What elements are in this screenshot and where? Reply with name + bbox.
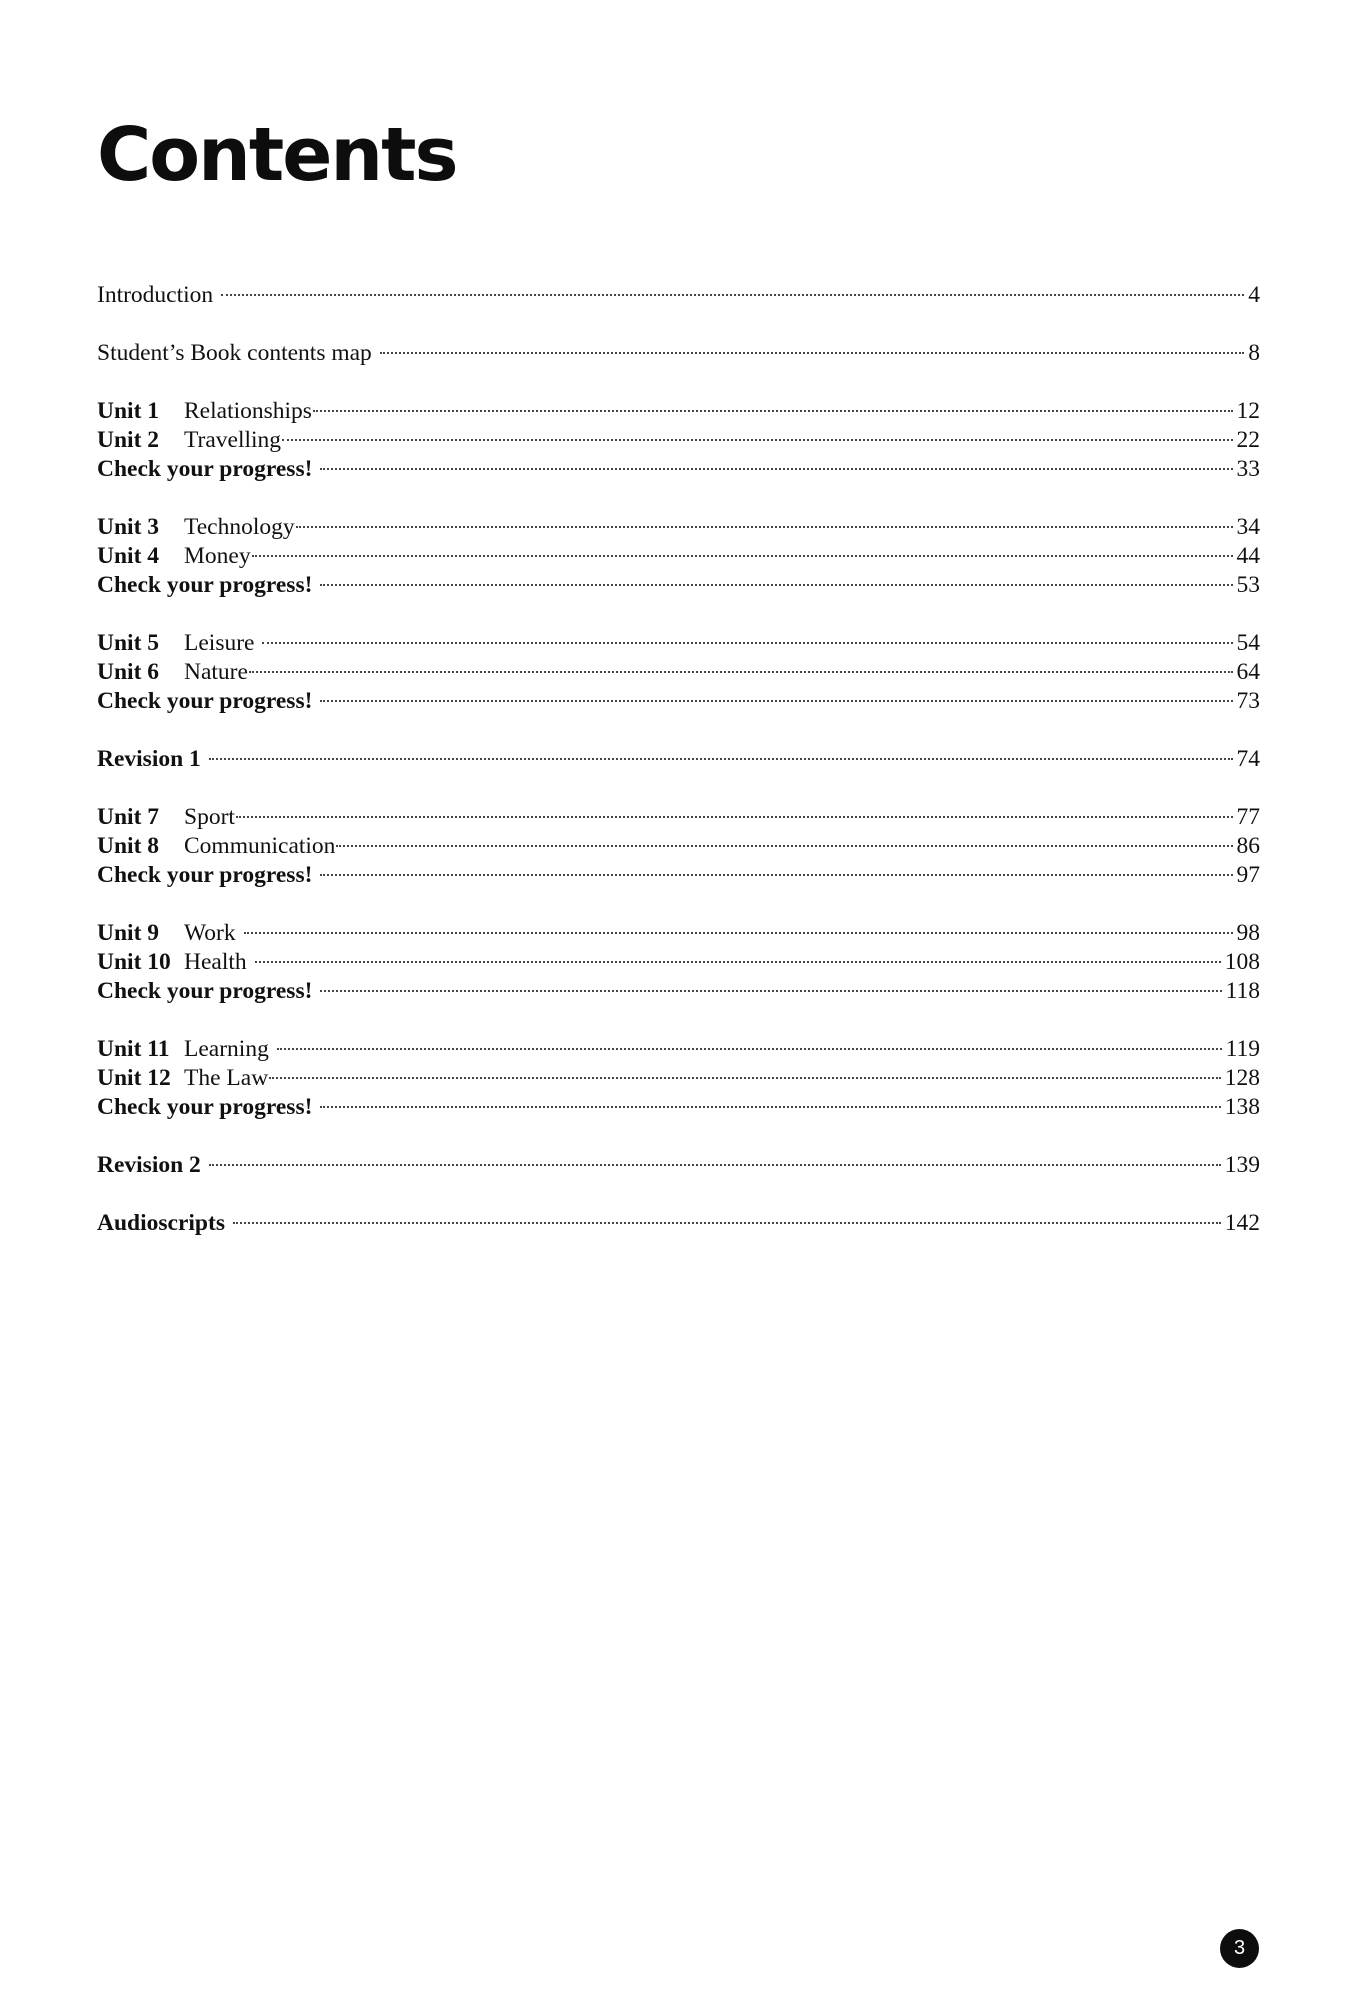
toc-page-number: 64 — [1236, 659, 1260, 685]
toc-entry-title: Communication — [184, 833, 336, 859]
unit-label: Unit 11 — [97, 1036, 170, 1062]
dot-leader — [233, 1222, 1221, 1224]
toc-entry-audioscripts[interactable] — [97, 1209, 1260, 1238]
toc-page-number: 53 — [1236, 572, 1260, 598]
dot-leader — [320, 468, 1232, 470]
toc-entry-title: Revision 2 — [97, 1152, 201, 1178]
toc-entry-unit-4[interactable] — [97, 542, 1260, 571]
toc-page-number: 74 — [1236, 746, 1260, 772]
dot-leader — [252, 555, 1233, 557]
toc-entry-check-progress-4[interactable] — [97, 861, 1260, 890]
unit-label: Unit 6 — [97, 659, 160, 685]
toc-page-number: 118 — [1225, 978, 1260, 1004]
toc-entry-check-progress-2[interactable] — [97, 571, 1260, 600]
toc-entry-revision-1[interactable] — [97, 745, 1260, 774]
toc-entry-title: Work — [184, 920, 236, 946]
toc-page-number: 97 — [1236, 862, 1260, 888]
toc-entry-title: Revision 1 — [97, 746, 201, 772]
toc-entry-title: Health — [184, 949, 247, 975]
toc-entry-title: The Law — [184, 1065, 269, 1091]
toc-page-number: 4 — [1248, 282, 1260, 308]
dot-leader — [255, 961, 1221, 963]
toc-page-number: 12 — [1236, 398, 1260, 424]
toc-entry-contents-map[interactable] — [97, 339, 1260, 368]
unit-label: Unit 5 — [97, 630, 160, 656]
toc-entry-unit-12[interactable] — [97, 1064, 1260, 1093]
toc-entry-title: Audioscripts — [97, 1210, 225, 1236]
toc-entry-check-progress-3[interactable] — [97, 687, 1260, 716]
toc-page-number: 139 — [1224, 1152, 1260, 1178]
dot-leader — [221, 294, 1244, 296]
toc-page-number: 98 — [1236, 920, 1260, 946]
toc-entry-unit-10[interactable] — [97, 948, 1260, 977]
toc-page-number: 34 — [1236, 514, 1260, 540]
dot-leader — [296, 526, 1233, 528]
dot-leader — [262, 642, 1232, 644]
dot-leader — [320, 584, 1232, 586]
toc-entry-title: Check your progress! — [97, 1094, 313, 1120]
toc-entry-title: Relationships — [184, 398, 312, 424]
dot-leader — [277, 1048, 1222, 1050]
unit-label: Unit 8 — [97, 833, 160, 859]
toc-page-number: 8 — [1248, 340, 1260, 366]
toc-page-number: 108 — [1224, 949, 1260, 975]
toc-page-number: 86 — [1236, 833, 1260, 859]
toc-entry-title: Travelling — [184, 427, 282, 453]
toc-entry-title: Learning — [184, 1036, 269, 1062]
toc-entry-title: Introduction — [97, 282, 214, 308]
dot-leader — [320, 1106, 1220, 1108]
toc-entry-revision-2[interactable] — [97, 1151, 1260, 1180]
toc-entry-unit-2[interactable] — [97, 426, 1260, 455]
toc-entry-title: Check your progress! — [97, 862, 313, 888]
toc-page-number: 142 — [1224, 1210, 1260, 1236]
toc-entry-check-progress-6[interactable] — [97, 1093, 1260, 1122]
toc-page-number: 77 — [1236, 804, 1260, 830]
table-of-contents — [97, 281, 1260, 1238]
page-title: Contents — [97, 112, 457, 198]
unit-label: Unit 3 — [97, 514, 160, 540]
toc-entry-unit-3[interactable] — [97, 513, 1260, 542]
toc-page-number: 22 — [1236, 427, 1260, 453]
dot-leader — [209, 758, 1233, 760]
toc-entry-title: Money — [184, 543, 251, 569]
toc-page-number: 128 — [1224, 1065, 1260, 1091]
unit-label: Unit 9 — [97, 920, 160, 946]
toc-page-number: 33 — [1236, 456, 1260, 482]
toc-entry-introduction[interactable] — [97, 281, 1260, 310]
dot-leader — [249, 671, 1233, 673]
toc-entry-title: Student’s Book contents map — [97, 340, 372, 366]
toc-entry-check-progress-5[interactable] — [97, 977, 1260, 1006]
toc-entry-unit-5[interactable] — [97, 629, 1260, 658]
dot-leader — [380, 352, 1244, 354]
toc-entry-unit-1[interactable] — [97, 397, 1260, 426]
toc-page-number: 119 — [1225, 1036, 1260, 1062]
toc-entry-unit-6[interactable] — [97, 658, 1260, 687]
toc-page-number: 54 — [1236, 630, 1260, 656]
toc-entry-unit-9[interactable] — [97, 919, 1260, 948]
toc-entry-title: Leisure — [184, 630, 255, 656]
toc-page-number: 44 — [1236, 543, 1260, 569]
dot-leader — [236, 816, 1233, 818]
toc-entry-unit-11[interactable] — [97, 1035, 1260, 1064]
unit-label: Unit 4 — [97, 543, 160, 569]
unit-label: Unit 10 — [97, 949, 171, 975]
unit-label: Unit 7 — [97, 804, 160, 830]
toc-entry-title: Nature — [184, 659, 248, 685]
unit-label: Unit 2 — [97, 427, 160, 453]
page-number-badge: 3 — [1220, 1929, 1259, 1968]
toc-entry-title: Sport — [184, 804, 235, 830]
unit-label: Unit 1 — [97, 398, 160, 424]
dot-leader — [320, 700, 1232, 702]
toc-entry-title: Technology — [184, 514, 295, 540]
dot-leader — [320, 874, 1232, 876]
dot-leader — [244, 932, 1233, 934]
toc-page-number: 73 — [1236, 688, 1260, 714]
toc-entry-unit-8[interactable] — [97, 832, 1260, 861]
toc-page-number: 138 — [1224, 1094, 1260, 1120]
dot-leader — [313, 410, 1233, 412]
unit-label: Unit 12 — [97, 1065, 171, 1091]
toc-entry-title: Check your progress! — [97, 572, 313, 598]
dot-leader — [336, 845, 1232, 847]
dot-leader — [269, 1077, 1221, 1079]
toc-entry-title: Check your progress! — [97, 456, 313, 482]
toc-entry-title: Check your progress! — [97, 978, 313, 1004]
dot-leader — [282, 439, 1232, 441]
toc-entry-unit-7[interactable] — [97, 803, 1260, 832]
toc-entry-title: Check your progress! — [97, 688, 313, 714]
dot-leader — [209, 1164, 1221, 1166]
dot-leader — [320, 990, 1221, 992]
toc-entry-check-progress-1[interactable] — [97, 455, 1260, 484]
